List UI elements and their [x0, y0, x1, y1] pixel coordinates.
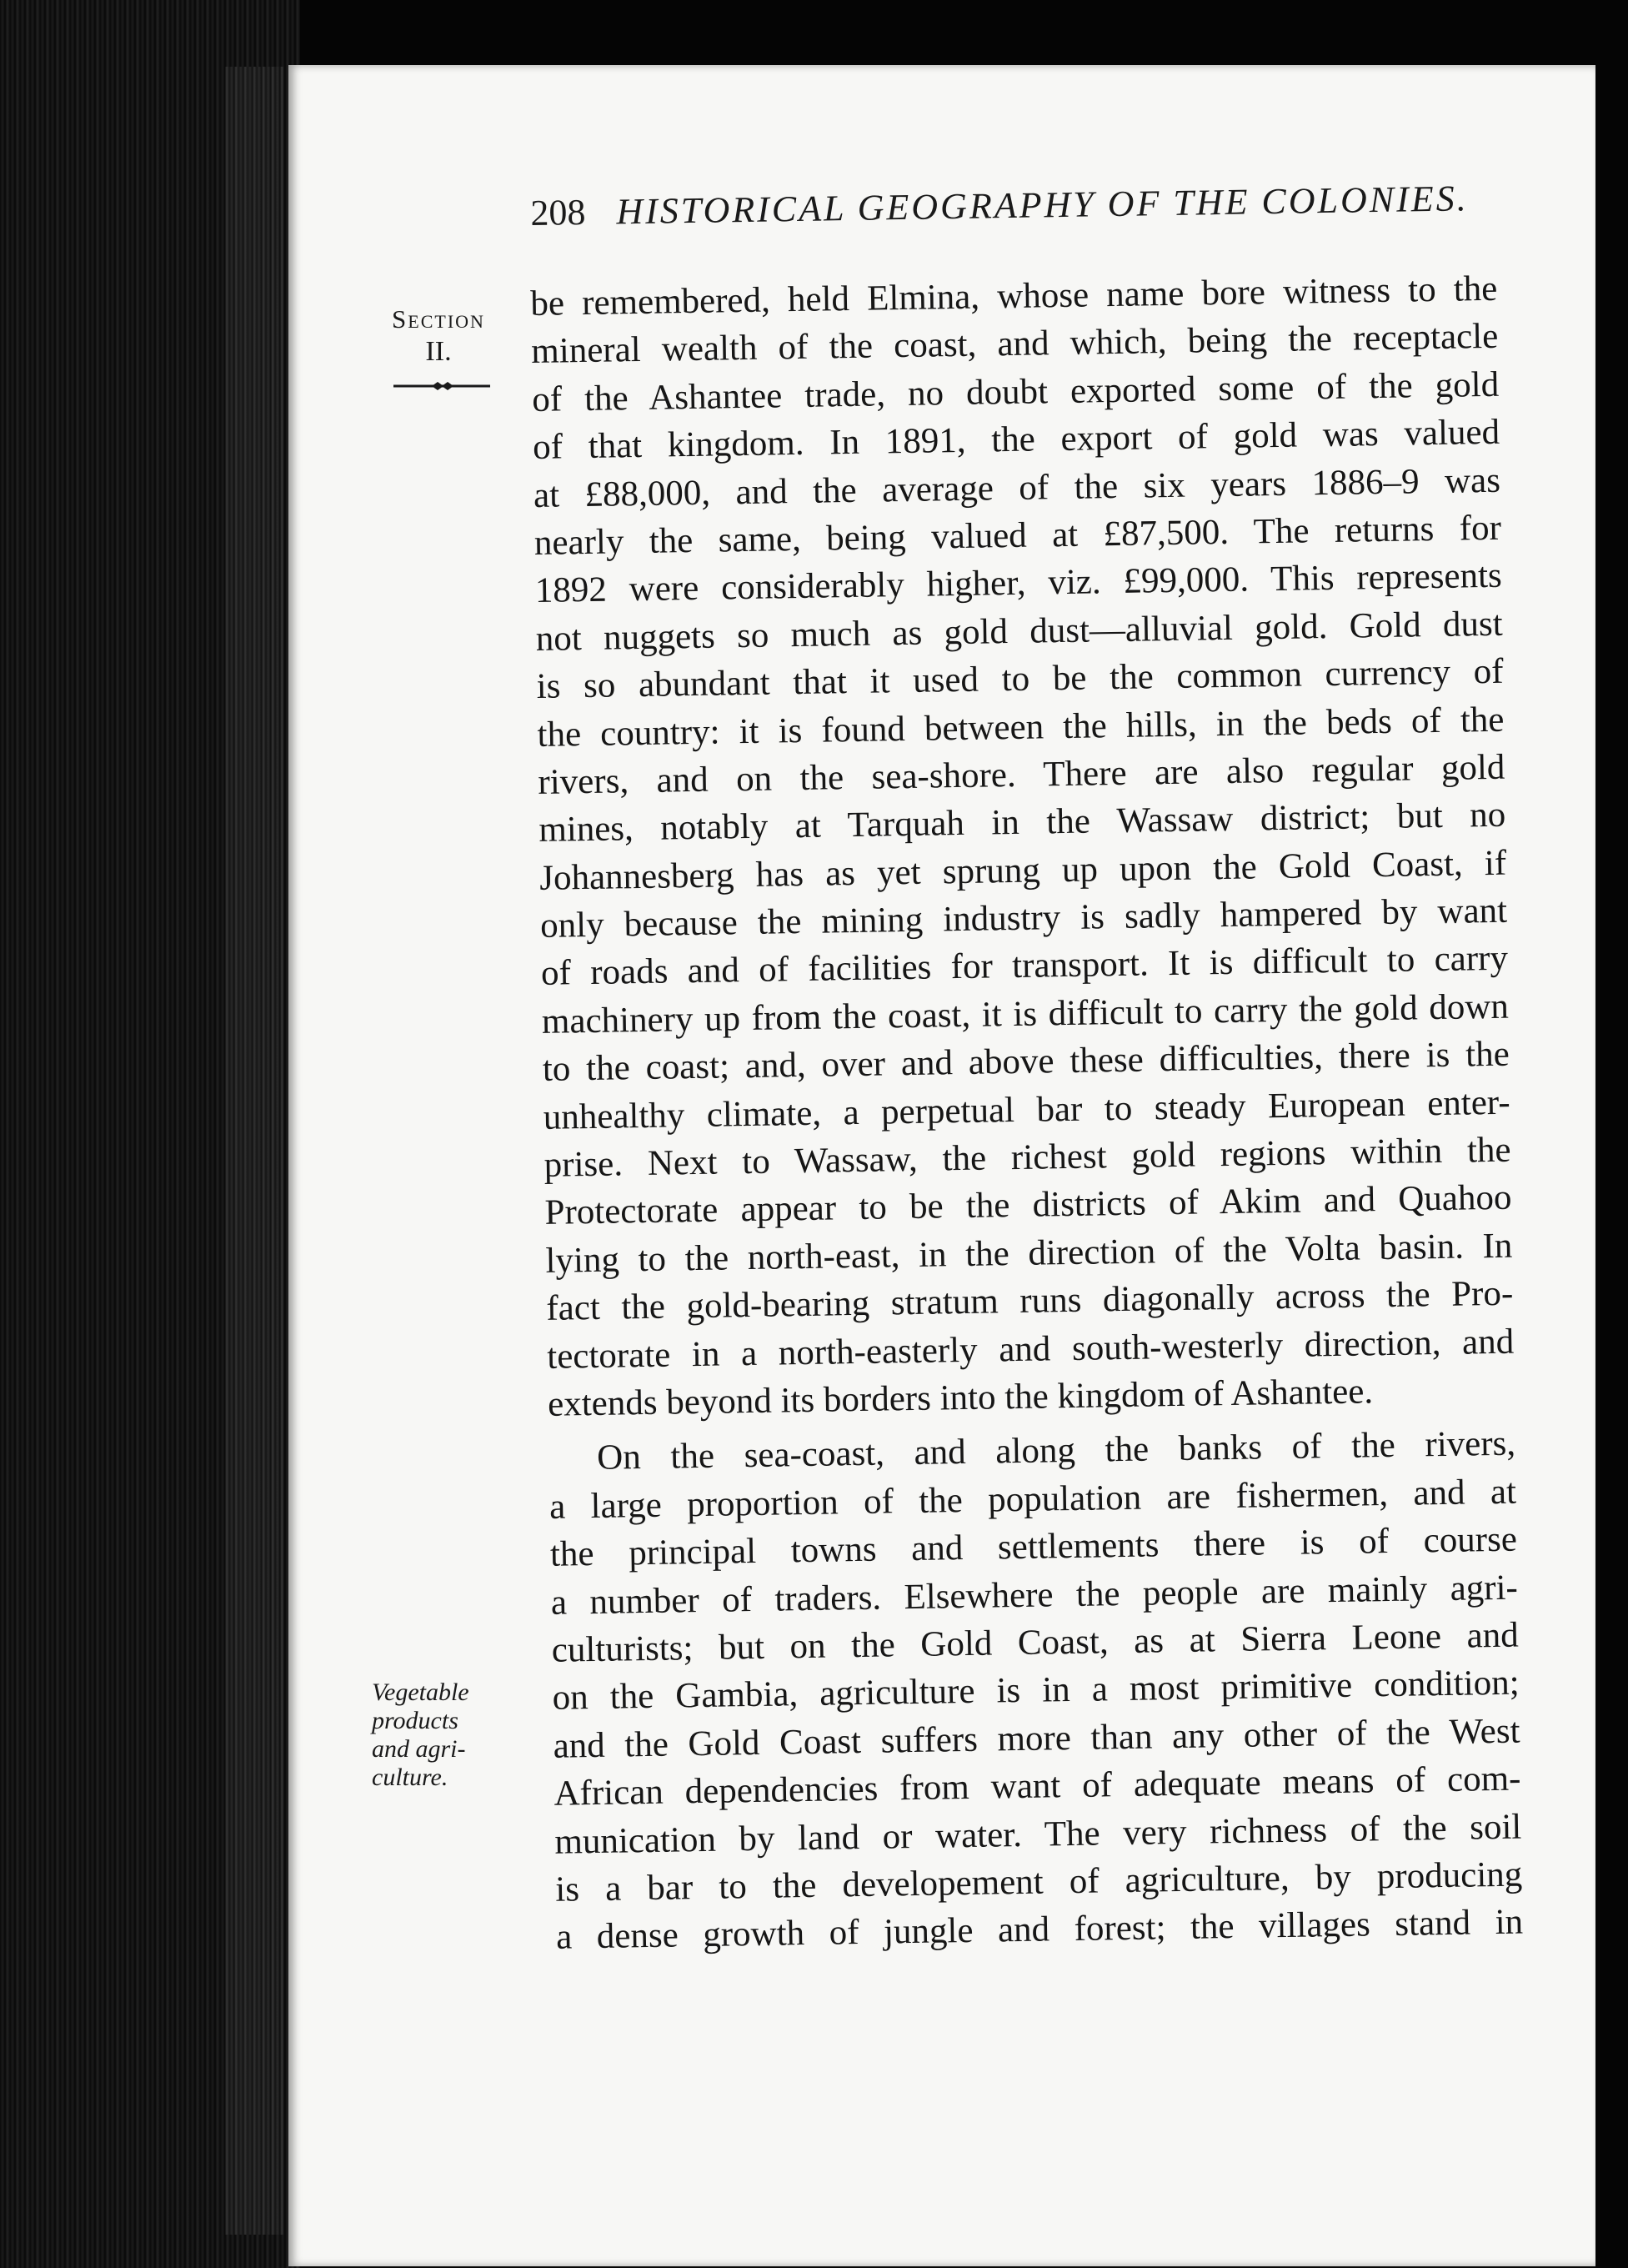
- marginal-note-line: and agri-: [372, 1735, 466, 1763]
- text-line: at £88,000, and the average of the six years 1886–9 was: [533, 460, 1501, 515]
- text-line: nearly the same, being valued at £87,500. The returns for: [533, 508, 1502, 563]
- text-line: not nuggets so much as gold dust—alluvial gold. Gold dust: [535, 604, 1503, 659]
- text-line: extends beyond its borders into the kingdom of Ashantee.: [547, 1372, 1374, 1424]
- text-line: tectorate in a north-easterly and south-westerly direction, and: [546, 1322, 1515, 1377]
- text-line: of roads and of facilities for transport. It is difficult to carry: [540, 939, 1509, 994]
- paragraph-2: [549, 1420, 1524, 1961]
- text-line: Johannesberg has as yet sprung up upon the Gold Coast, if: [538, 843, 1507, 898]
- text-line: a number of traders. Elsewhere the people are mainly agri-: [550, 1568, 1519, 1623]
- section-marker: [372, 304, 505, 368]
- text-line: fact the gold-bearing stratum runs diagonally across the Pro-: [546, 1273, 1514, 1329]
- text-line: unhealthy climate, a perpetual bar to steady European enter-: [543, 1082, 1510, 1137]
- text-line: only because the mining industry is sadly hampered by want: [539, 891, 1508, 946]
- text-line: and the Gold Coast suffers more than any other of the West: [553, 1711, 1520, 1766]
- section-label: Section: [392, 304, 485, 334]
- text-line: is so abundant that it used to be the common currency of: [536, 651, 1504, 707]
- text-line: on the Gambia, agriculture is in a most primitive condition;: [552, 1663, 1520, 1719]
- running-title: HISTORICAL GEOGRAPHY OF THE COLONIES.: [616, 178, 1470, 233]
- book-gutter: [225, 67, 283, 2235]
- text-line: is a bar to the developement of agriculture, by producing: [554, 1854, 1523, 1909]
- text-line: a dense growth of jungle and forest; the villages stand in: [555, 1902, 1524, 1958]
- body-text: [530, 265, 1524, 1962]
- marginal-note: [372, 1678, 513, 1792]
- text-line: of the Ashantee trade, no doubt exported some of the gold: [531, 364, 1500, 419]
- text-line: lying to the north-east, in the direction of the Volta basin. In: [545, 1226, 1513, 1281]
- section-ornament: [392, 380, 492, 392]
- marginal-note-line: products: [372, 1707, 458, 1734]
- text-line: On the sea-coast, and along the banks of the rivers,: [596, 1423, 1516, 1478]
- page-number: 208: [530, 191, 586, 233]
- marginal-note-line: culture.: [372, 1764, 448, 1791]
- text-line: machinery up from the coast, it is difficult to carry the gold down: [541, 986, 1510, 1041]
- text-line: rivers, and on the sea-shore. There are also regular gold: [538, 747, 1505, 802]
- text-line: African dependencies from want of adequate means of com-: [554, 1759, 1521, 1814]
- text-line: culturists; but on the Gold Coast, as at Sierra Leone and: [551, 1615, 1520, 1670]
- text-line: munication by land or water. The very richness of the soil: [554, 1807, 1522, 1862]
- text-line: prise. Next to Wassaw, the richest gold regions within the: [544, 1130, 1511, 1185]
- text-line: be remembered, held Elmina, whose name bore witness to the: [530, 268, 1498, 324]
- section-number: II.: [425, 336, 452, 367]
- text-line: of that kingdom. In 1891, the export of gold was valued: [532, 412, 1500, 468]
- paragraph-1: [530, 265, 1515, 1428]
- running-header: [530, 176, 1565, 234]
- text-line: the principal towns and settlements there is of course: [549, 1519, 1518, 1574]
- text-line: a large proportion of the population are fishermen, and at: [549, 1472, 1517, 1527]
- text-line: 1892 were considerably higher, viz. £99,000. This represents: [534, 556, 1503, 611]
- text-line: to the coast; and, over and above these difficulties, there is the: [542, 1034, 1510, 1090]
- text-line: mines, notably at Tarquah in the Wassaw district; but no: [538, 795, 1506, 850]
- marginal-note-line: Vegetable: [372, 1678, 469, 1706]
- book-page: [288, 65, 1595, 2266]
- text-line: the country: it is found between the hills, in the beds of the: [537, 700, 1505, 755]
- text-line: mineral wealth of the coast, and which, being the receptacle: [530, 317, 1499, 372]
- text-line: Protectorate appear to be the districts of Akim and Quahoo: [544, 1178, 1512, 1233]
